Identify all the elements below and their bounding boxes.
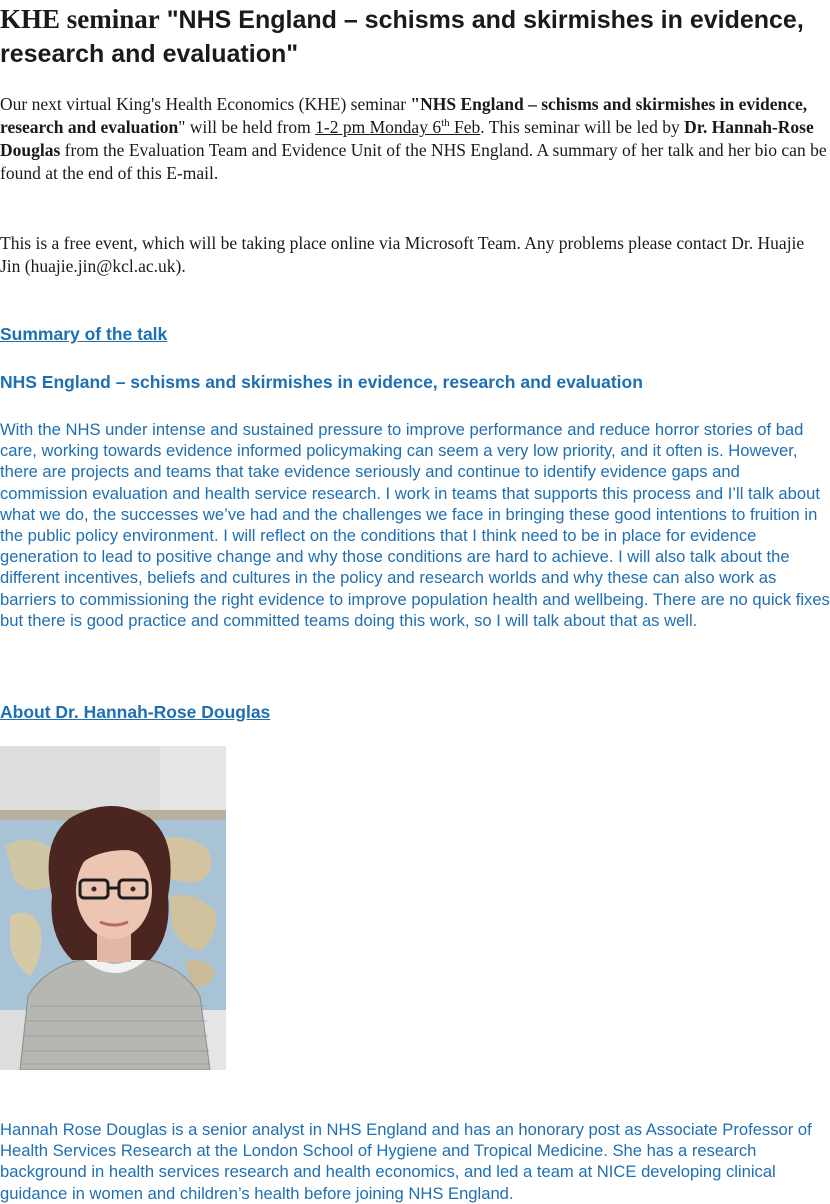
summary-heading: Summary of the talk	[0, 324, 168, 344]
page-title	[0, 2, 828, 71]
intro-text-4: from the Evaluation Team and Evidence Unit of the NHS England. A summary of her talk and her bio can be found at the end of this E-mail.	[0, 140, 827, 183]
seminar-date: 1-2 pm Monday 6th Feb	[315, 117, 481, 137]
intro-paragraph	[0, 93, 828, 185]
speaker-bio: Hannah Rose Douglas is a senior analyst in NHS England and has an honorary post as Associate Professor of Health Services Research at the London School of Hygiene and Tropical Medicine. She has a research background in health services research and health economics, and led a team at NICE developing clinical guidance in women and children’s health before joining NHS England.	[0, 1120, 812, 1203]
speaker-name: Dr. Hannah-Rose Douglas	[0, 117, 814, 160]
intro-text-1: Our next virtual King's Health Economics (KHE) seminar	[0, 94, 411, 114]
title-quoted: "NHS England – schisms and skirmishes in evidence, research and evaluation"	[0, 6, 804, 68]
intro-bold-title: "NHS England – schisms and skirmishes in evidence, research and evaluation	[0, 94, 808, 137]
intro-text-2: " will be held from	[178, 117, 316, 137]
about-heading: About Dr. Hannah-Rose Douglas	[0, 702, 271, 722]
intro-text-3: . This seminar will be led by	[480, 117, 685, 137]
free-event-paragraph: This is a free event, which will be taking place online via Microsoft Team. Any problems please contact Dr. Huajie Jin (huajie.jin@kcl.ac.uk).	[0, 233, 805, 276]
talk-summary: With the NHS under intense and sustained pressure to improve performance and reduce horror stories of bad care, working towards evidence informed policymaking can seem a very low priority, and it often is. However, there are projects and teams that take evidence seriously and continue to identify evidence gaps and commission evaluation and health service research. I work in teams that supports this process and I’ll talk about what we do, the successes we’ve had and the challenges we face in bringing these good intentions to fruition in the public policy environment. I will reflect on the conditions that I think need to be in place for evidence generation to lead to positive change and why those conditions are hard to achieve. I will also talk about the different incentives, beliefs and cultures in the policy and research worlds and why these can also work as barriers to commissioning the right evidence to improve population health and wellbeing. There are no quick fixes but there is good practice and committed teams doing this work, so I will talk about that as well.	[0, 420, 830, 630]
talk-title: NHS England – schisms and skirmishes in evidence, research and evaluation	[0, 372, 643, 392]
speaker-photo	[0, 746, 226, 1070]
title-prefix: KHE seminar	[0, 4, 160, 34]
